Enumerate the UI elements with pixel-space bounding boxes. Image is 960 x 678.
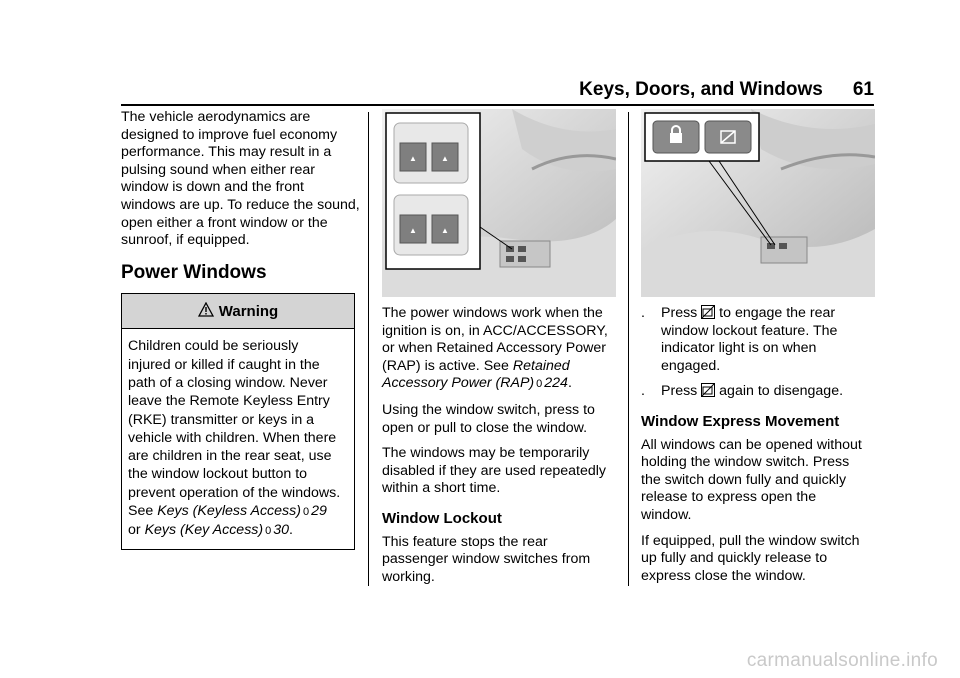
warning-see-line <box>128 502 348 521</box>
express-close-paragraph <box>641 533 875 586</box>
text-line <box>661 305 837 323</box>
text-fragment: to engage the rear <box>719 305 836 321</box>
text-line: ignition is on, in ACC/ACCESSORY, <box>382 322 608 339</box>
column-divider <box>628 112 629 586</box>
column-1 <box>121 109 361 550</box>
page-header <box>579 79 874 101</box>
page-ref-icon: 0 <box>265 525 272 538</box>
svg-text:▲: ▲ <box>441 226 449 235</box>
text-line: This feature stops the rear <box>382 533 548 550</box>
text-line: or the sunroof, if equipped. <box>121 214 328 249</box>
text-fragment: Press <box>661 305 698 321</box>
warning-body <box>122 329 354 548</box>
text-line: Using the window switch, press to <box>382 401 595 418</box>
text-line: passenger window switches from <box>382 551 591 568</box>
text-line <box>382 358 618 376</box>
text-line: holding the window switch. Press <box>641 454 850 471</box>
bullet-mark: . <box>641 383 645 400</box>
text-fragment: Press <box>661 383 698 400</box>
text-line: window. <box>641 506 692 523</box>
page-number: 61 <box>852 79 874 100</box>
rap-link[interactable]: Retained <box>512 357 570 374</box>
text-line: window lockout feature. The <box>661 322 838 339</box>
text-line: Children could be seriously <box>128 338 299 355</box>
column-2 <box>382 109 618 594</box>
text-line: prevent operation of the windows. <box>128 484 341 501</box>
text-line: sound, open either a front window <box>121 196 360 231</box>
or-label: or <box>128 522 141 539</box>
text-line: pulsing sound when either rear <box>121 161 316 178</box>
text-line: disabled if they are used repeatedly <box>382 462 606 479</box>
text-line: Accessory Power (RAP) 0 224. <box>382 375 572 392</box>
text-line: express close the window. <box>641 567 806 584</box>
text-line: open or pull to close the window. <box>382 419 588 436</box>
express-movement-heading: Window Express Movement <box>641 412 840 430</box>
page-ref[interactable]: 30 <box>273 522 290 539</box>
keys-key-access-link[interactable]: Keys (Key Access) <box>144 522 264 539</box>
svg-text:▲: ▲ <box>409 154 417 163</box>
text-line: designed to improve fuel economy <box>121 126 338 143</box>
text-line: up fully and quickly release to <box>641 550 828 567</box>
see-label: See <box>128 503 154 520</box>
text-fragment: (RAP) is active. See <box>382 357 509 374</box>
window-switch-illustration <box>382 109 616 297</box>
warning-title: Warning <box>218 302 279 320</box>
power-windows-paragraph <box>382 305 618 394</box>
text-line: window is down and the front <box>121 179 304 196</box>
text-line <box>661 383 843 401</box>
page-ref-icon: 0 <box>302 506 310 519</box>
text-line: The windows may be temporarily <box>382 445 590 462</box>
window-lockout-icon <box>701 383 715 397</box>
window-lockout-icon <box>701 305 715 319</box>
section-title: Keys, Doors, and Windows <box>579 79 823 100</box>
page-ref[interactable]: 29 <box>311 503 327 520</box>
text-line: If equipped, pull the window switch <box>641 532 860 549</box>
page-ref[interactable]: 224 <box>544 375 568 392</box>
text-line: windows are up. To reduce the <box>121 196 314 213</box>
switch-usage-paragraph <box>382 402 618 437</box>
rap-link[interactable]: Accessory Power (RAP) <box>382 375 535 392</box>
text-line: release to express open the <box>641 489 817 506</box>
warning-box <box>121 293 355 549</box>
disabled-paragraph <box>382 445 618 498</box>
bullet-disengage <box>641 383 875 401</box>
text-line: The power windows work when the <box>382 305 603 321</box>
watermark: carmanualsonline.info <box>746 650 938 671</box>
svg-text:▲: ▲ <box>409 226 417 235</box>
text-line: injured or killed if caught in the <box>128 356 320 373</box>
warning-triangle-icon <box>198 302 214 322</box>
warning-or-line: or Keys (Key Access) 0 30. <box>128 522 293 539</box>
text-line: indicator light is on when <box>661 340 817 357</box>
page-ref-icon: 0 <box>536 378 543 391</box>
text-line: The vehicle aerodynamics are <box>121 109 311 125</box>
svg-text:▲: ▲ <box>441 154 449 163</box>
express-open-paragraph <box>641 437 875 525</box>
window-lockout-heading: Window Lockout <box>382 509 502 527</box>
text-line: leave the Remote Keyless Entry <box>128 393 330 410</box>
text-line: the switch down fully and quickly <box>641 471 847 488</box>
text-line: are children in the rear seat, use <box>128 448 332 465</box>
lockout-switch-illustration <box>641 109 875 297</box>
text-line: or when Retained Accessory Power <box>382 340 606 357</box>
warning-header <box>122 294 354 329</box>
text-line: the window lockout button to <box>128 466 308 483</box>
text-line: All windows can be opened without <box>641 436 862 453</box>
bullet-mark: . <box>641 305 645 321</box>
header-rule <box>121 104 874 106</box>
text-fragment: again to disengage. <box>719 383 844 400</box>
text-line: vehicle with children. When there <box>128 429 337 446</box>
column-3 <box>641 109 875 593</box>
keys-keyless-access-link[interactable]: Keys (Keyless Access) <box>157 503 301 520</box>
column-divider <box>368 112 369 586</box>
aero-paragraph <box>121 109 361 250</box>
text-line: working. <box>382 568 435 585</box>
power-windows-heading: Power Windows <box>121 261 267 283</box>
text-line: within a short time. <box>382 480 501 497</box>
text-line: (RKE) transmitter or keys in a <box>128 411 315 428</box>
bullet-engage <box>641 305 875 375</box>
text-line: engaged. <box>661 357 721 374</box>
text-line: performance. This may result in a <box>121 144 332 161</box>
lockout-paragraph <box>382 534 618 587</box>
text-line: path of a closing window. Never <box>128 374 328 391</box>
